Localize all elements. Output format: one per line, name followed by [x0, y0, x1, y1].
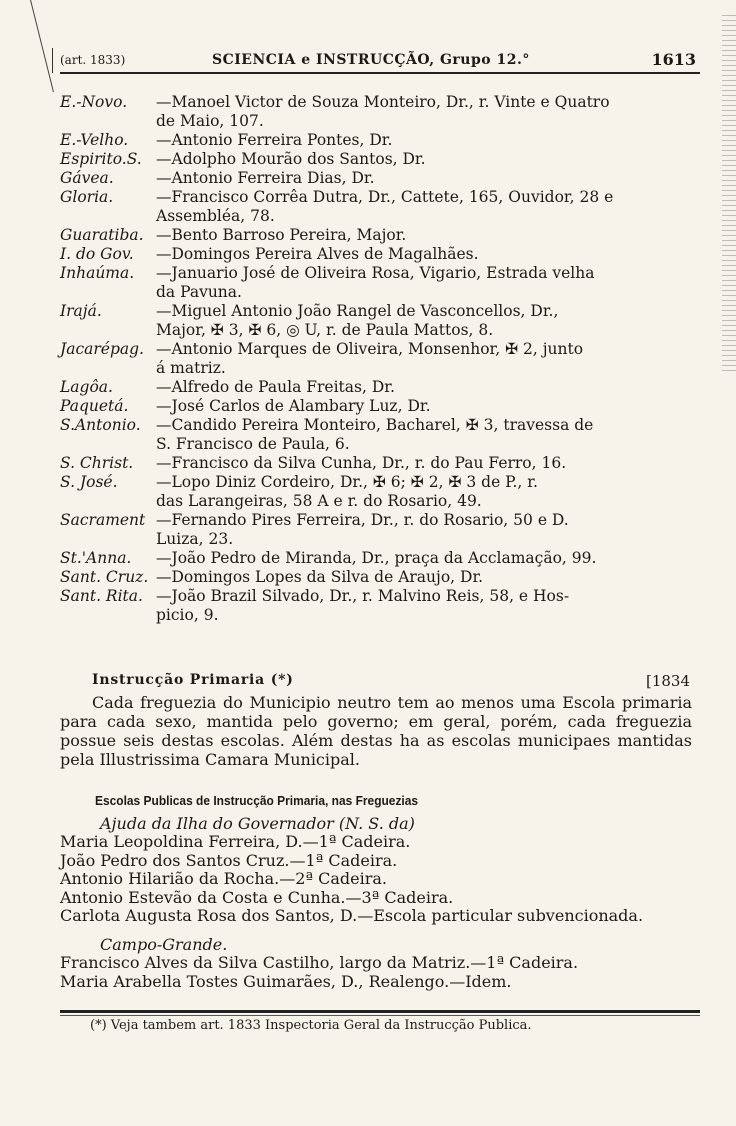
parish-name: Guaratiba.: [60, 226, 144, 244]
parish-entry: [60, 454, 700, 473]
school-line: Maria Arabella Tostes Guimarães, D., Realengo.—Idem.: [60, 971, 512, 991]
parish-name: Jacarépag.: [60, 340, 144, 358]
parish-name: Espirito.S.: [60, 150, 142, 168]
parish-entry-text: —João Pedro de Miranda, Dr., praça da Acclamação, 99.: [156, 549, 597, 567]
parish-name: St.'Anna.: [60, 549, 132, 567]
school-group: [60, 814, 700, 926]
parish-name: Irajá.: [60, 302, 102, 320]
page-header: [60, 50, 696, 72]
school-group-title: Campo-Grande.: [100, 935, 228, 954]
parish-entry: [60, 568, 700, 587]
parish-name: Gávea.: [60, 169, 114, 187]
parish-name: Sant. Rita.: [60, 587, 143, 605]
parish-entry: [60, 264, 700, 302]
parish-entry-text: —Manoel Victor de Souza Monteiro, Dr., r. Vinte e Quatro de Maio, 107.: [156, 93, 610, 130]
parish-entry-text: —Domingos Pereira Alves de Magalhães.: [156, 245, 479, 263]
scan-edge-mark: [52, 48, 53, 73]
parish-entry: [60, 169, 700, 188]
parish-entry: [60, 340, 700, 378]
header-title: SCIENCIA e INSTRUCÇÃO, Grupo 12.°: [212, 52, 530, 68]
parish-name: S. José.: [60, 473, 118, 491]
parish-entry: [60, 302, 700, 340]
school-line: Francisco Alves da Silva Castilho, largo da Matriz.—1ª Cadeira.: [60, 953, 579, 972]
parish-entry-text: —Candido Pereira Monteiro, Bacharel, ✠ 3, travessa de S. Francisco de Paula, 6.: [156, 416, 594, 453]
section-title: Instrucção Primaria (*): [92, 672, 294, 688]
parish-name: S. Christ.: [60, 454, 134, 472]
parish-name: I. do Gov.: [60, 245, 134, 263]
parish-entry-text: —Fernando Pires Ferreira, Dr., r. do Rosario, 50 e D. Luiza, 23.: [156, 511, 569, 548]
parish-entry-text: —Bento Barroso Pereira, Major.: [156, 226, 407, 244]
parish-entry-text: —Francisco da Silva Cunha, Dr., r. do Pau Ferro, 16.: [156, 454, 567, 472]
parish-entry-text: —Adolpho Mourão dos Santos, Dr.: [156, 150, 426, 168]
scan-edge-line: [30, 0, 54, 92]
parish-entry: [60, 416, 700, 454]
school-line: Carlota Augusta Rosa dos Santos, D.—Escola particular subvencionada.: [60, 906, 644, 925]
parish-name: Sant. Cruz.: [60, 568, 149, 586]
school-line: Antonio Hilarião da Rocha.—2ª Cadeira.: [60, 869, 387, 888]
parish-entry: [60, 93, 700, 131]
parish-entry: [60, 188, 700, 226]
school-group-title: Ajuda da Ilha do Governador (N. S. da): [100, 814, 415, 833]
page-number: 1613: [651, 50, 696, 69]
parish-entry: [60, 245, 700, 264]
section-paragraph: Cada freguezia do Municipio neutro tem ao menos uma Escola primaria para cada sexo, mantida pelo governo; em geral, porém, cada freguezia possue seis destas escolas. Além destas ha as escolas municipaes mantidas pela Illustrissima Camara Municipal.: [60, 693, 692, 769]
header-article-ref: (art. 1833): [60, 53, 126, 67]
parish-entry-text: —Antonio Marques de Oliveira, Monsenhor, ✠ 2, junto á matriz.: [156, 340, 584, 377]
parish-name: Lagôa.: [60, 378, 113, 396]
parish-entry-text: —José Carlos de Alambary Luz, Dr.: [156, 397, 431, 415]
parish-name: Paquetá.: [60, 397, 129, 415]
parish-name: S.Antonio.: [60, 416, 141, 434]
parish-name: E.-Novo.: [60, 93, 128, 111]
parish-entry-text: —Miguel Antonio João Rangel de Vasconcellos, Dr., Major, ✠ 3, ✠ 6, ◎ U, r. de Paula Mattos, 8.: [156, 302, 559, 339]
school-line: João Pedro dos Santos Cruz.—1ª Cadeira.: [60, 850, 398, 870]
parish-entry-text: —João Brazil Silvado, Dr., r. Malvino Reis, 58, e Hos- picio, 9.: [156, 587, 570, 624]
parish-entry: [60, 378, 700, 397]
parish-entry: [60, 131, 700, 150]
parish-entries-list: [60, 93, 700, 625]
parish-entry: [60, 549, 700, 568]
school-line: Antonio Estevão da Costa e Cunha.—3ª Cadeira.: [60, 887, 454, 907]
parish-entry-text: —Lopo Diniz Cordeiro, Dr., ✠ 6; ✠ 2, ✠ 3 de P., r. das Larangeiras, 58 A e r. do Rosario, 49.: [156, 473, 538, 510]
section-ref: [1834: [645, 672, 690, 690]
parish-entry-text: —Antonio Ferreira Pontes, Dr.: [156, 131, 393, 149]
school-line: Maria Leopoldina Ferreira, D.—1ª Cadeira.: [60, 832, 411, 851]
parish-entry: [60, 226, 700, 245]
parish-entry-text: —Alfredo de Paula Freitas, Dr.: [156, 378, 395, 396]
parish-entry-text: —Januario José de Oliveira Rosa, Vigario, Estrada velha da Pavuna.: [156, 264, 595, 301]
parish-entry: [60, 150, 700, 169]
schools-subtitle: Escolas Publicas de Instrucção Primaria, nas Freguezias: [95, 793, 419, 808]
parish-entry-text: —Francisco Corrêa Dutra, Dr., Cattete, 165, Ouvidor, 28 e Assembléa, 78.: [156, 188, 614, 225]
parish-entry-text: —Domingos Lopes da Silva de Araujo, Dr.: [156, 568, 484, 586]
parish-name: Sacrament: [60, 511, 146, 529]
footer-rule: [60, 1010, 700, 1013]
parish-name: Inhaúma.: [60, 264, 135, 282]
footnote: (*) Veja tambem art. 1833 Inspectoria Geral da Instrucção Publica.: [90, 1018, 532, 1033]
parish-name: Gloria.: [60, 188, 114, 206]
parish-entry: [60, 587, 700, 625]
parish-entry: [60, 473, 700, 511]
parish-entry: [60, 397, 700, 416]
school-group: [60, 935, 700, 991]
scan-noise: [722, 15, 736, 375]
parish-entry-text: —Antonio Ferreira Dias, Dr.: [156, 169, 375, 187]
parish-entry: [60, 511, 700, 549]
header-rule: [60, 72, 700, 74]
footer-rule-thin: [60, 1015, 700, 1016]
parish-name: E.-Velho.: [60, 131, 129, 149]
